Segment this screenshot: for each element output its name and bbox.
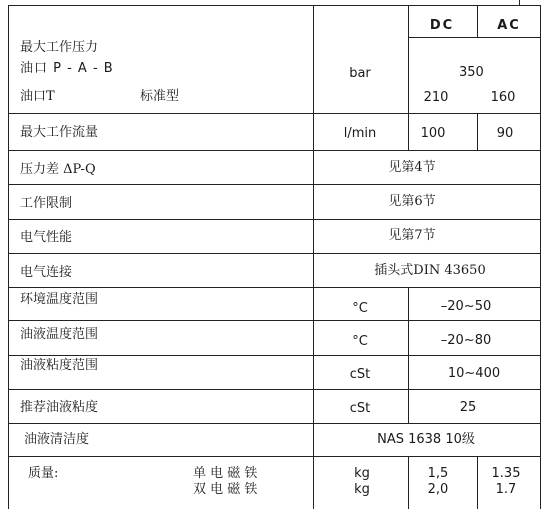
rule-viscosity-rec-bottom — [8, 423, 540, 424]
viscosity-rec-value: 25 — [459, 400, 477, 415]
port-t-label: 油口T — [20, 89, 55, 104]
mass-label: 质量: — [28, 466, 59, 481]
rule-ambient-bottom — [8, 320, 540, 321]
mass-unit-double: kg — [354, 482, 370, 497]
pressure-value-dc: 210 — [423, 90, 449, 105]
cleanliness-value: NAS 1638 10级 — [377, 432, 475, 447]
ambient-temp-unit: °C — [352, 301, 368, 316]
rule-pressure-bottom — [8, 113, 540, 114]
rule-dc-ac-header — [477, 5, 478, 37]
mass-double-solenoid: 双 电 磁 铁 — [193, 482, 258, 497]
fluid-temp-label: 油液温度范围 — [20, 327, 99, 342]
rule-flow-bottom — [8, 150, 540, 151]
rule-left — [8, 5, 9, 509]
cleanliness-label: 油液清洁度 — [24, 432, 90, 447]
rule-electrical-bottom — [8, 253, 540, 254]
mass-ac-single: 1.35 — [491, 466, 521, 481]
flow-unit: l/min — [343, 126, 377, 141]
viscosity-range-value: 10~400 — [447, 366, 501, 381]
rule-fluid-temp-bottom — [8, 355, 540, 356]
rule-dc-ac-flow — [477, 113, 478, 150]
rule-dc-ac-mass — [477, 456, 478, 509]
pressure-value-ac: 160 — [490, 90, 516, 105]
viscosity-range-label: 油液粘度范围 — [20, 358, 99, 373]
pressure-value-shared: 350 — [459, 65, 484, 80]
rule-right — [540, 5, 541, 509]
port-t-note: 标准型 — [140, 89, 180, 104]
limits-label: 工作限制 — [20, 196, 73, 211]
rule-unit-value — [408, 5, 409, 150]
rule-viscosity-bottom — [8, 389, 540, 390]
rule-limits-bottom — [8, 219, 540, 220]
electrical-value: 见第7节 — [388, 228, 436, 243]
flow-label: 最大工作流量 — [20, 125, 99, 140]
viscosity-rec-unit: cSt — [349, 401, 371, 416]
viscosity-rec-label: 推荐油液粘度 — [20, 400, 99, 415]
electrical-label: 电气性能 — [20, 230, 73, 245]
limits-value: 见第6节 — [388, 194, 436, 209]
rule-top — [8, 5, 540, 6]
flow-value-ac: 90 — [496, 126, 514, 141]
connection-value: 插头式DIN 43650 — [374, 263, 486, 278]
rule-label-unit — [313, 5, 314, 509]
rule-top-tick — [519, 0, 520, 5]
rule-header-bottom — [408, 37, 540, 38]
connection-label: 电气连接 — [20, 265, 73, 280]
rule-unit-value-2 — [408, 287, 409, 423]
mass-dc-single: 1,5 — [427, 466, 449, 481]
pressure-unit: bar — [349, 66, 371, 81]
ambient-temp-label: 环境温度范围 — [20, 292, 99, 307]
flow-value-dc: 100 — [420, 126, 446, 141]
rule-cleanliness-bottom — [8, 456, 540, 457]
rule-diff-bottom — [8, 184, 540, 185]
ambient-temp-value: –20~50 — [440, 299, 492, 314]
pressure-diff-label: 压力差 ΔP-Q — [20, 162, 96, 177]
pressure-diff-value: 见第4节 — [388, 160, 436, 175]
mass-dc-double: 2,0 — [427, 482, 449, 497]
rule-unit-value-3 — [408, 456, 409, 509]
mass-ac-double: 1.7 — [495, 482, 517, 497]
mass-unit-single: kg — [354, 466, 370, 481]
pressure-ports-label: 油口 P - A - B — [20, 61, 114, 76]
fluid-temp-value: –20~80 — [440, 333, 492, 348]
rule-connection-bottom — [8, 287, 540, 288]
pressure-label: 最大工作压力 — [20, 40, 99, 55]
header-ac: AC — [497, 18, 521, 33]
fluid-temp-unit: °C — [352, 334, 368, 349]
mass-single-solenoid: 单 电 磁 铁 — [193, 466, 258, 481]
header-dc: DC — [429, 18, 455, 33]
viscosity-range-unit: cSt — [349, 367, 371, 382]
